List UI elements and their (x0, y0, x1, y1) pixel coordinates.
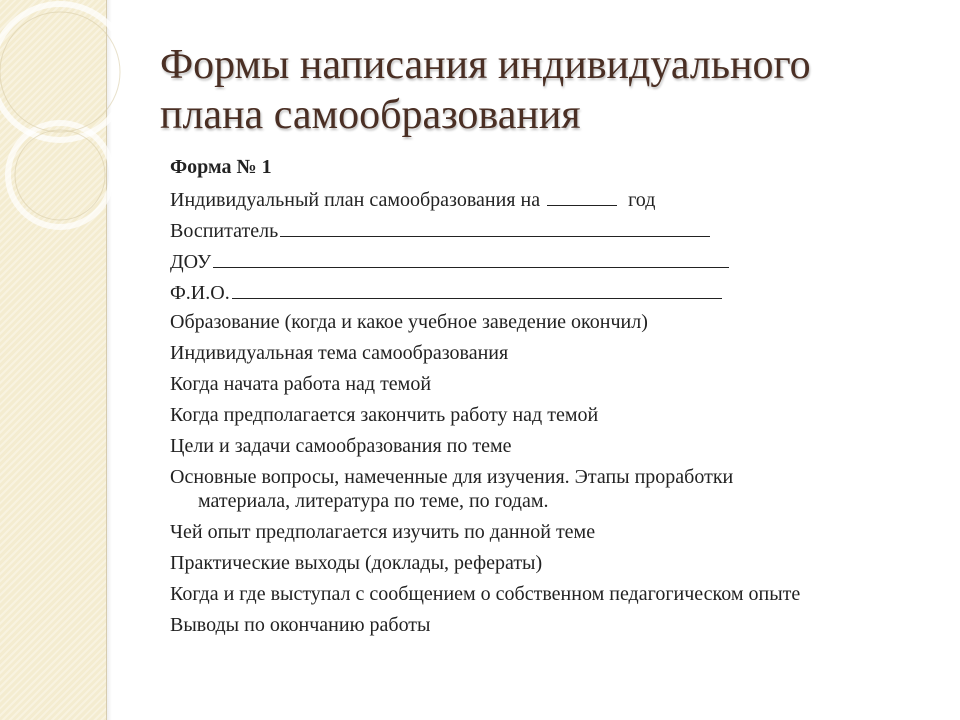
fio-blank (232, 280, 722, 299)
plan-line (170, 187, 655, 212)
form-item: Образование (когда и какое учебное заведение окончил) (170, 311, 648, 333)
plan-suffix: год (628, 189, 656, 211)
slide-title (160, 40, 940, 140)
fio-label: Ф.И.О. (170, 282, 230, 304)
slide-title-line-1: Формы написания индивидуального (160, 42, 811, 88)
dou-line (170, 249, 729, 274)
form-item: Когда предполагается закончить работу над темой (170, 404, 599, 426)
decorative-rings (0, 0, 140, 260)
year-blank (547, 187, 617, 206)
plan-prefix: Индивидуальный план самообразования на (170, 189, 541, 211)
form-item: Цели и задачи самообразования по теме (170, 435, 512, 457)
form-item: Чей опыт предполагается изучить по данной теме (170, 521, 596, 543)
form-item: Практические выходы (доклады, рефераты) (170, 552, 543, 574)
form-item-continuation: материала, литература по теме, по годам. (198, 490, 549, 512)
ring-small-outline (15, 130, 105, 220)
educator-blank (280, 218, 710, 237)
form-item: Когда и где выступал с сообщением о собственном педагогическом опыте (170, 583, 801, 605)
educator-line (170, 218, 710, 243)
form-item: Выводы по окончанию работы (170, 614, 431, 636)
form-heading: Форма № 1 (170, 156, 272, 178)
educator-label: Воспитатель (170, 220, 279, 242)
ring-large (0, 4, 128, 140)
fio-line (170, 280, 722, 305)
form-item: Основные вопросы, намеченные для изучения. Этапы проработки (170, 466, 734, 488)
dou-blank (213, 249, 729, 268)
form-item: Когда начата работа над темой (170, 373, 432, 395)
slide-title-line-2: плана самообразования (160, 92, 581, 138)
form-item: Индивидуальная тема самообразования (170, 342, 509, 364)
ring-large-outline (0, 12, 120, 132)
dou-label: ДОУ (170, 251, 212, 273)
